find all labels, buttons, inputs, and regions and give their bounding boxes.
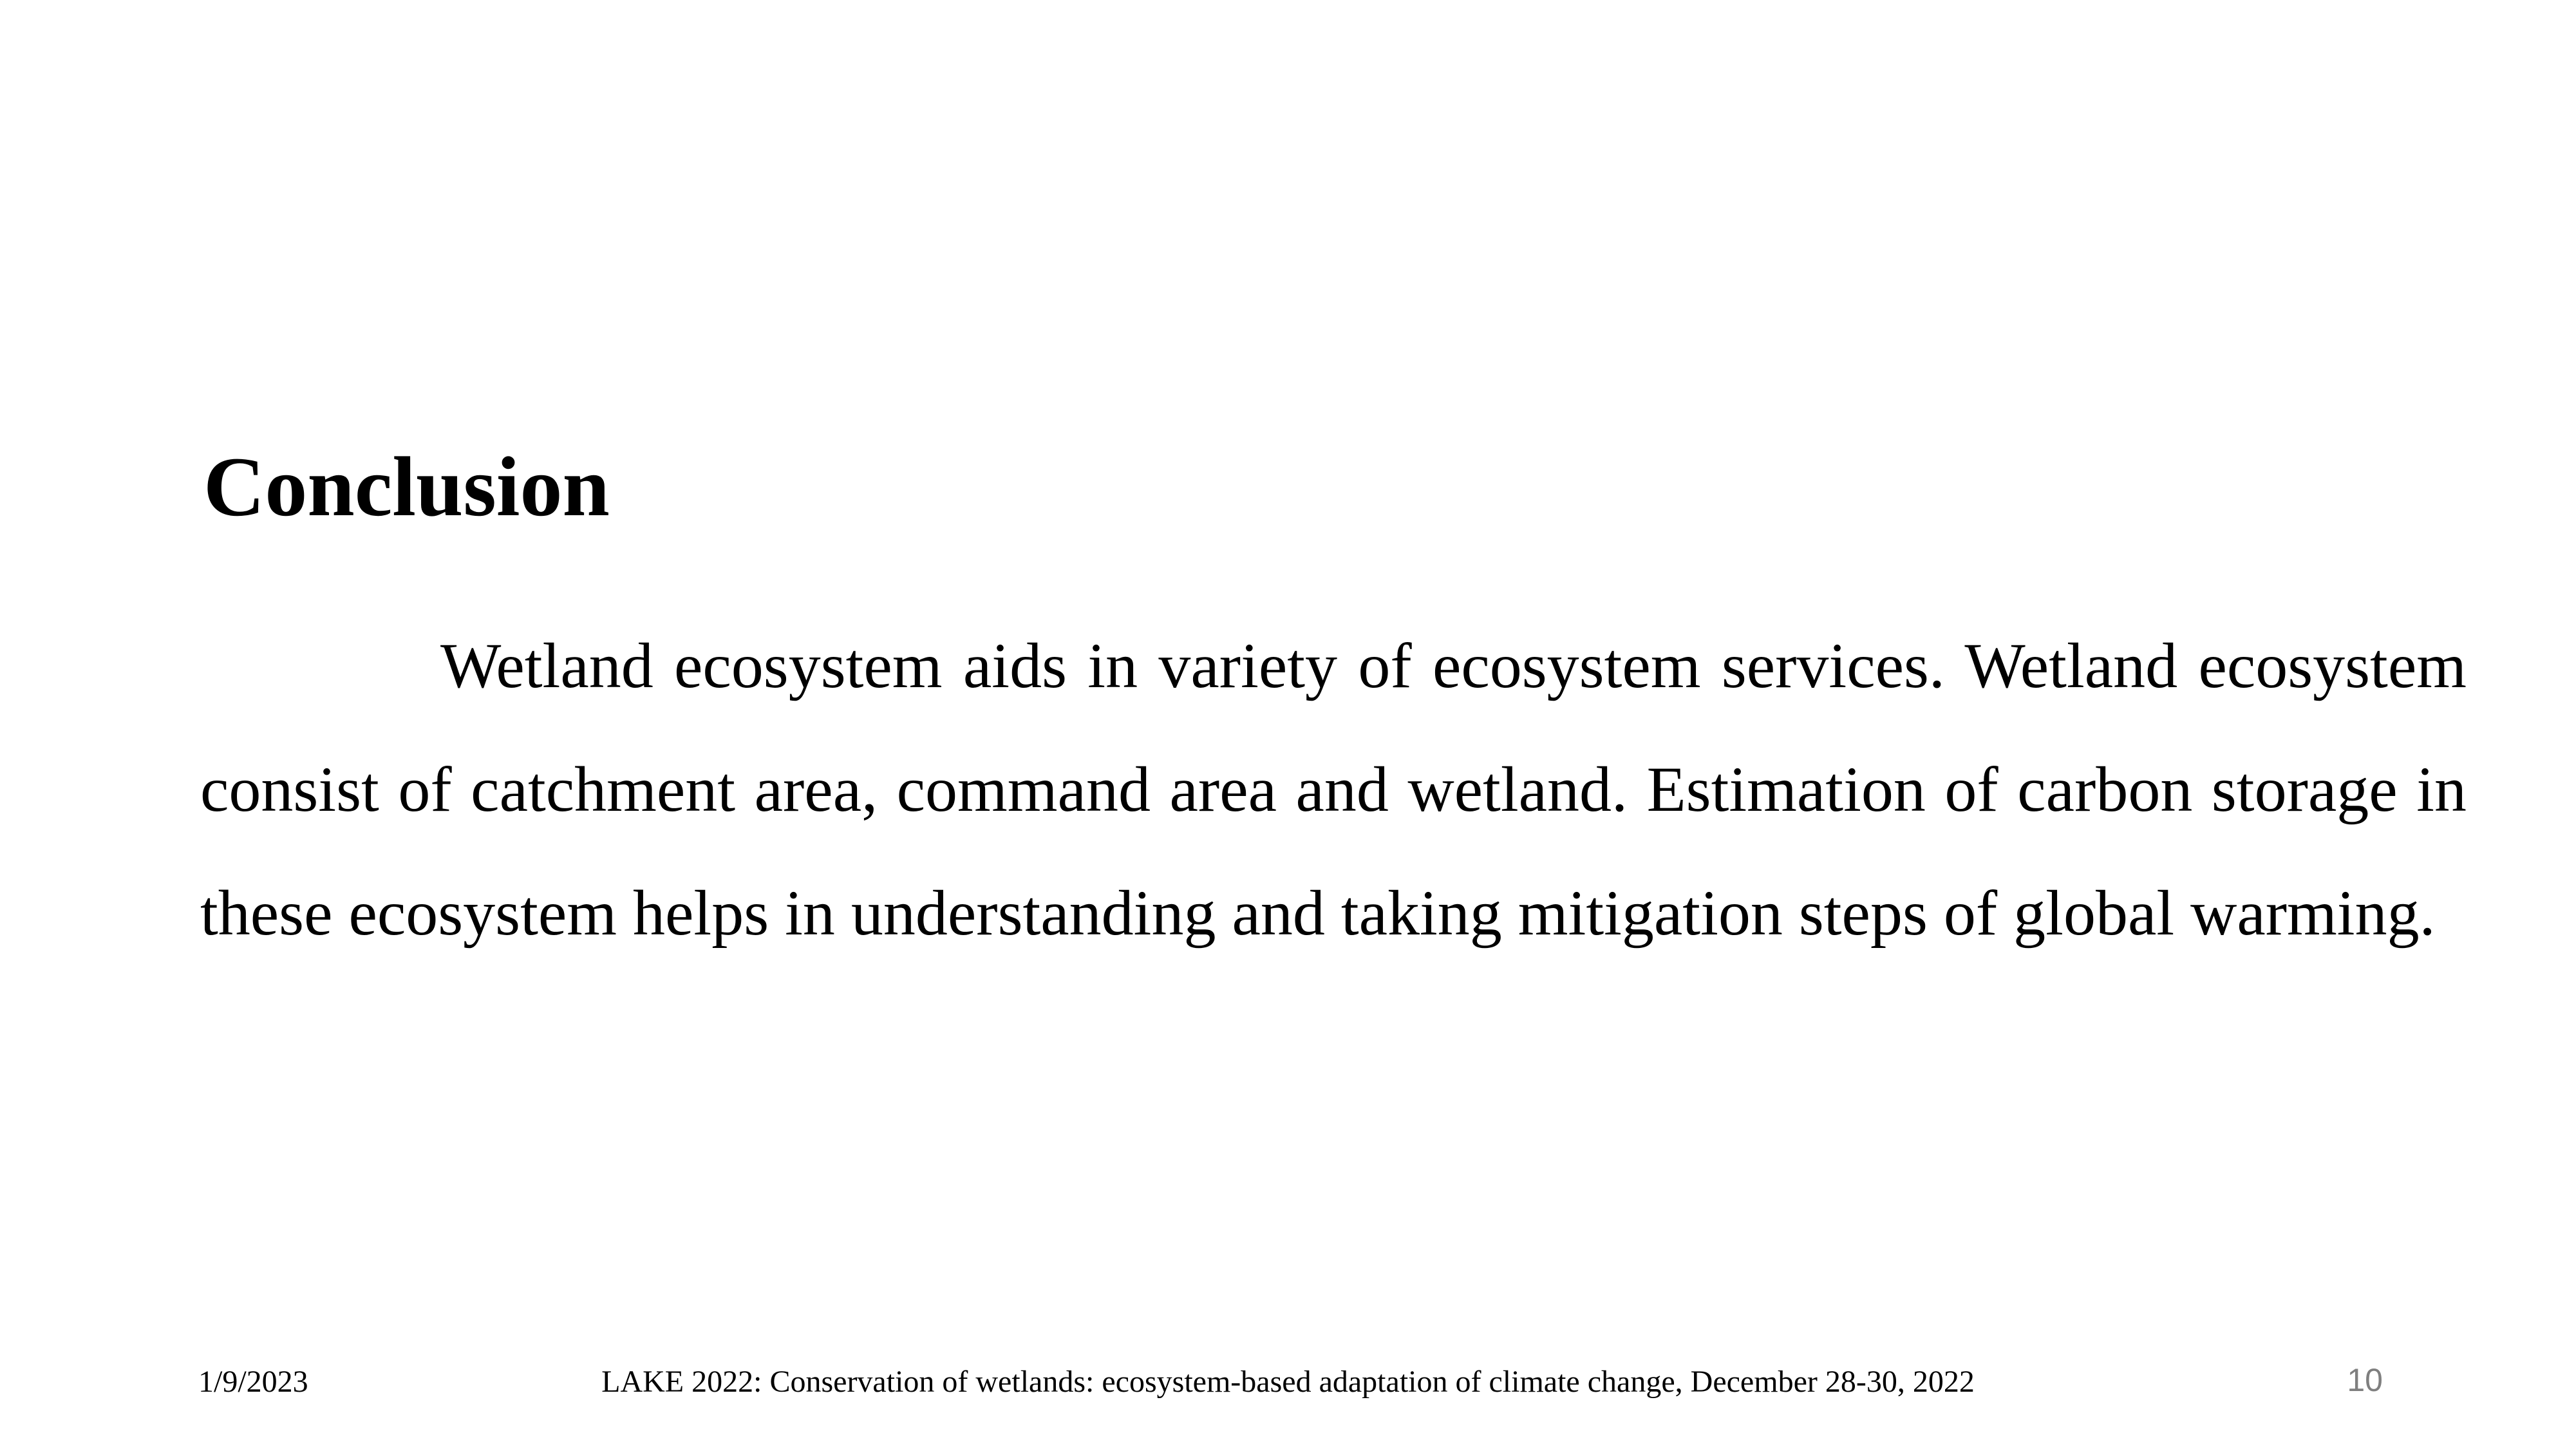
footer-date: 1/9/2023 bbox=[198, 1365, 308, 1399]
slide-page-number: 10 bbox=[2347, 1362, 2383, 1398]
slide-title: Conclusion bbox=[203, 439, 610, 535]
body-paragraph: Wetland ecosystem aids in variety of ecosystem services. Wetland ecosystem consist of catchment area, command area and wetland. Estimation of carbon storage in these ecosystem helps in understanding and taking mitigation steps of global warming. bbox=[200, 630, 2467, 949]
footer-event-title: LAKE 2022: Conservation of wetlands: ecosystem-based adaptation of climate change, December 28-30, 2022 bbox=[601, 1365, 1975, 1399]
